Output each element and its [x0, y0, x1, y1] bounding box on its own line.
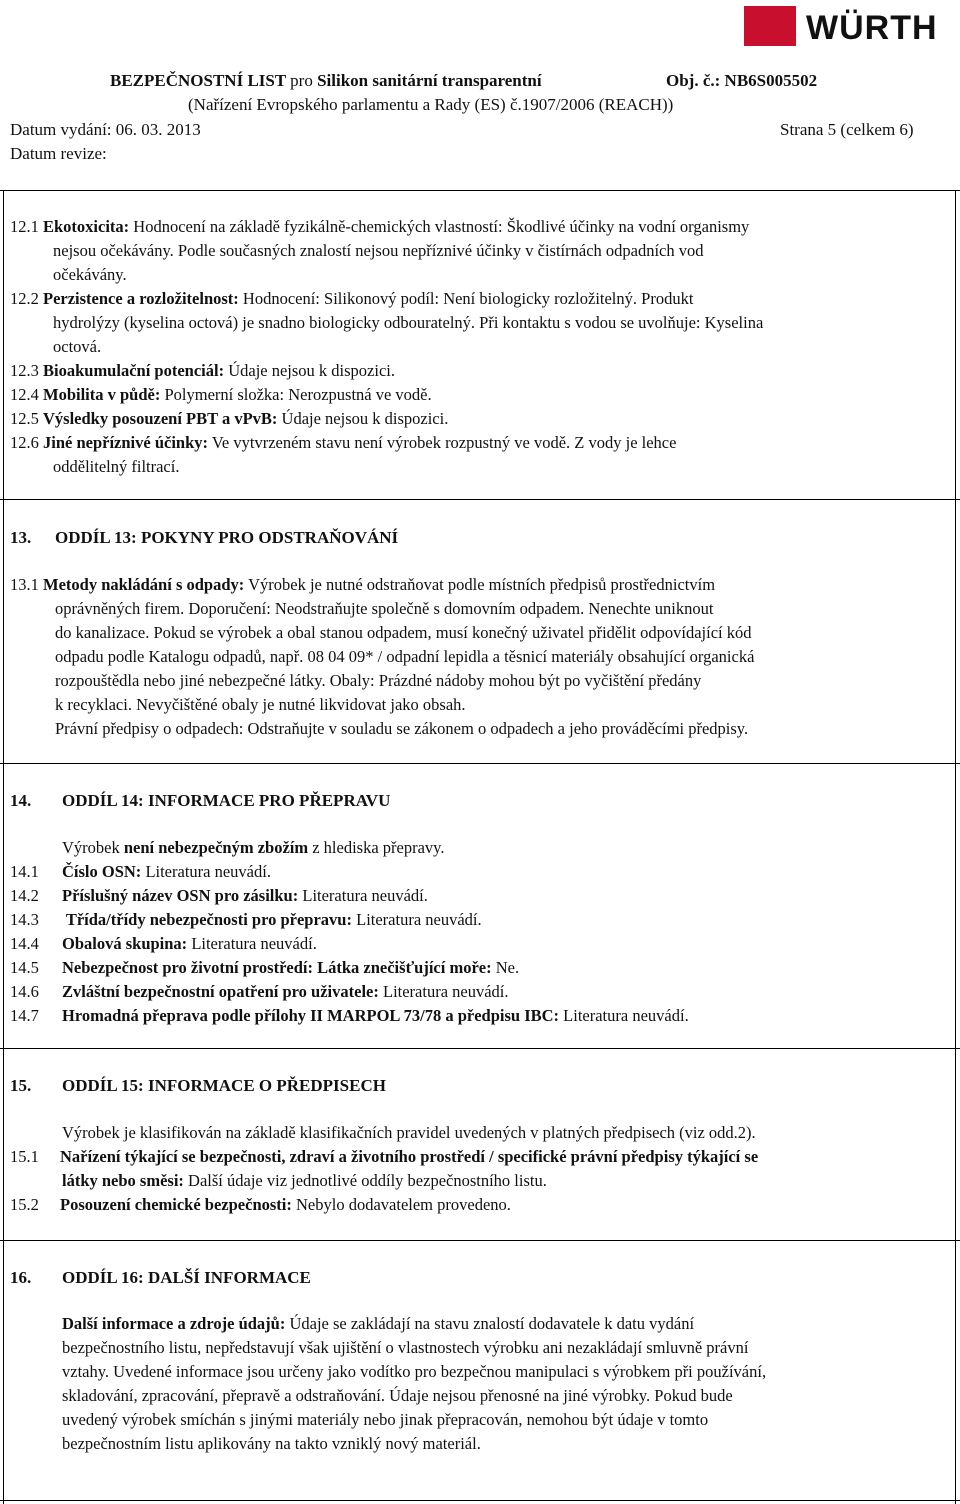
s16-line-5: uvedený výrobek smíchán s jinými materiály nebo jinak přepracován, nemohou být údaje v tomto: [62, 1410, 709, 1429]
s13-number: 13.: [10, 528, 32, 547]
s12-line-4: [10, 291, 693, 308]
s15-1-label: Nařízení týkající se bezpečnosti, zdraví a životního prostředí / specifické právní předpisy týkající se: [60, 1147, 759, 1166]
s12-line-10: [10, 435, 676, 452]
s15-number: 15.: [10, 1076, 32, 1095]
s12-line-7: [10, 363, 395, 380]
s15-intro: Výrobek je klasifikován na základě klasifikačních pravidel uvedených v platných předpisech (viz odd.2).: [62, 1123, 756, 1142]
s14-title: ODDÍL 14: INFORMACE PRO PŘEPRAVU: [62, 791, 391, 810]
s12-6-text: Ve vytvrzeném stavu není výrobek rozpustný ve vodě. Z vody je lehce: [211, 433, 677, 452]
s15-1-text: Další údaje viz jednotlivé oddíly bezpečnostního listu.: [188, 1171, 547, 1190]
wurth-logo-mark: [744, 6, 796, 46]
s15-2-text: Nebylo dodavatelem provedeno.: [296, 1195, 511, 1214]
frame-right: [955, 190, 956, 1504]
s12-line-11: oddělitelný filtrací.: [53, 457, 180, 476]
s14-item-value: Literatura neuvádí.: [382, 982, 509, 1001]
s13-title: ODDÍL 13: POKYNY PRO ODSTRAŇOVÁNÍ: [55, 528, 399, 547]
s14-item-value: Literatura neuvádí.: [563, 1006, 689, 1025]
s12-line-1: [10, 219, 749, 236]
s14-item: [10, 960, 519, 977]
divider-15-16: [0, 1240, 960, 1241]
s13-line-7: Právní předpisy o odpadech: Odstraňujte v souladu se zákonem o odpadech a jeho prováděcími předpisy.: [55, 719, 749, 738]
s16-line-4: skladování, zpracování, přepravě a odstraňování. Údaje nejsou přenosné na jiné výrobky. Pokud bude: [62, 1386, 733, 1405]
s14-item: [10, 888, 428, 905]
s14-item-number: 14.5: [10, 958, 39, 977]
revision-date: Datum revize:: [10, 144, 107, 163]
s14-item-number: 14.1: [10, 862, 39, 881]
s13-line-2: oprávněných firem. Doporučení: Neodstraňujte společně s domovním odpadem. Nenechte uniknout: [55, 599, 714, 618]
s12-6-label: Jiné nepříznivé účinky:: [43, 433, 209, 452]
s12-1-number: 12.1: [10, 217, 39, 236]
s14-item-value: Literatura neuvádí.: [191, 934, 317, 953]
wurth-logo-text: WÜRTH: [806, 9, 938, 47]
s12-2-text: Hodnocení: Silikonový podíl: Není biologicky rozložitelný. Produkt: [242, 289, 694, 308]
s12-1-text: Hodnocení na základě fyzikálně-chemických vlastností: Škodlivé účinky na vodní organismy: [133, 217, 750, 236]
s14-item: [10, 984, 509, 1001]
s14-item-number: 14.7: [10, 1006, 39, 1025]
s12-line-3: očekávány.: [53, 265, 127, 284]
s13-line-4: odpadu podle Katalogu odpadů, např. 08 04 09* / odpadní lepidla a těsnicí materiály obsahující organická: [55, 647, 755, 666]
object-number: Obj. č.: NB6S005502: [666, 71, 818, 90]
s12-4-text: Polymerní složka: Nerozpustná ve vodě.: [164, 385, 432, 404]
s15-line-1: [10, 1149, 758, 1166]
s13-1-number: 13.1: [10, 575, 39, 594]
s14-item-value: Literatura neuvádí.: [302, 886, 428, 905]
divider-14-15: [0, 1048, 960, 1049]
divider-12-13: [0, 499, 960, 500]
s15-2-label: Posouzení chemické bezpečnosti:: [60, 1195, 292, 1214]
s14-item: [10, 1008, 689, 1025]
s12-line-8: [10, 387, 432, 404]
s14-item-label: Hromadná přeprava podle přílohy II MARPOL 73/78 a předpisu IBC:: [62, 1006, 560, 1025]
s14-item-value: Ne.: [495, 958, 520, 977]
doc-pro: pro: [290, 71, 313, 90]
product-name: Silikon sanitární transparentní: [317, 71, 542, 90]
s16-label: Další informace a zdroje údajů:: [62, 1314, 286, 1333]
divider-bottom: [0, 1500, 960, 1501]
s12-line-5: hydrolýzy (kyselina octová) je snadno biologicky odbouratelný. Při kontaktu s vodou se uvolňuje: Kyselina: [53, 313, 764, 332]
s12-4-number: 12.4: [10, 385, 39, 404]
s15-line-2: [62, 1173, 547, 1190]
s15-2-number: 15.2: [10, 1195, 39, 1214]
page-number: Strana 5 (celkem 6): [780, 120, 914, 139]
s16-line-3: vztahy. Uvedené informace jsou určeny jako vodítko pro bezpečnou manipulaci s výrobkem při používání,: [62, 1362, 767, 1381]
divider-13-14: [0, 763, 960, 764]
s12-3-text: Údaje nejsou k dispozici.: [228, 361, 395, 380]
s15-line-3: [10, 1197, 511, 1214]
s15-1-number: 15.1: [10, 1147, 39, 1166]
s14-intro-a: Výrobek: [62, 838, 120, 857]
s14-item-label: Zvláštní bezpečnostní opatření pro uživatele:: [62, 982, 379, 1001]
s12-3-number: 12.3: [10, 361, 39, 380]
s12-line-6: octová.: [53, 337, 102, 356]
divider-header: [0, 190, 960, 191]
s13-line-1: [10, 577, 715, 594]
s14-intro-b: z hlediska přepravy.: [312, 838, 445, 857]
s14-item-label: Třída/třídy nebezpečnosti pro přepravu:: [62, 910, 352, 929]
s14-intro-bold: není nebezpečným zbožím: [123, 838, 309, 857]
s13-1-label: Metody nakládání s odpady:: [43, 575, 245, 594]
s16-line-6: bezpečnostním listu aplikovány na takto vzniklý nový materiál.: [62, 1434, 481, 1453]
s15-1-label-cont: látky nebo směsi:: [62, 1171, 184, 1190]
issue-date: Datum vydání: 06. 03. 2013: [10, 120, 201, 139]
s16-line-1: [62, 1316, 694, 1333]
doc-header-title: [110, 72, 542, 89]
s12-5-label: Výsledky posouzení PBT a vPvB:: [43, 409, 278, 428]
s16-text: Údaje se zakládají na stavu znalostí dodavatele k datu vydání: [289, 1314, 695, 1333]
s14-intro: [62, 840, 444, 857]
s16-line-2: bezpečnostního listu, nepředstavují však ujištění o vlastnostech výrobku ani nezakládají smluvně právní: [62, 1338, 749, 1357]
s14-item-label: Nebezpečnost pro životní prostředí: Látka znečišťující moře:: [62, 958, 492, 977]
s14-item-number: 14.3: [10, 910, 39, 929]
s12-1-label: Ekotoxicita:: [43, 217, 130, 236]
s16-number: 16.: [10, 1268, 32, 1287]
s14-item-number: 14.4: [10, 934, 39, 953]
s12-line-2: nejsou očekávány. Podle současných znalostí nejsou nepříznivé účinky v čistírnách odpadních vod: [53, 241, 704, 260]
s14-item: [10, 936, 317, 953]
s12-5-text: Údaje nejsou k dispozici.: [281, 409, 449, 428]
s12-3-label: Bioakumulační potenciál:: [43, 361, 225, 380]
s14-item-label: Obalová skupina:: [62, 934, 188, 953]
regulation-note: (Nařízení Evropského parlamentu a Rady (ES) č.1907/2006 (REACH)): [188, 95, 674, 114]
s16-title: ODDÍL 16: DALŠÍ INFORMACE: [62, 1268, 311, 1287]
s14-item: [10, 864, 271, 881]
s14-item-value: Literatura neuvádí.: [356, 910, 482, 929]
s14-item-value: Literatura neuvádí.: [145, 862, 271, 881]
s14-item: [10, 912, 482, 929]
s15-title: ODDÍL 15: INFORMACE O PŘEDPISECH: [62, 1076, 386, 1095]
s12-line-9: [10, 411, 448, 428]
s12-5-number: 12.5: [10, 409, 39, 428]
s13-line-6: k recyklaci. Nevyčištěné obaly je nutné likvidovat jako obsah.: [55, 695, 466, 714]
s14-item-label: Příslušný název OSN pro zásilku:: [62, 886, 299, 905]
frame-left: [3, 190, 4, 1504]
s12-2-number: 12.2: [10, 289, 39, 308]
doc-label: BEZPEČNOSTNÍ LIST: [110, 71, 286, 90]
s14-item-number: 14.6: [10, 982, 39, 1001]
s12-6-number: 12.6: [10, 433, 39, 452]
s13-line-3: do kanalizace. Pokud se výrobek a obal stanou odpadem, musí konečný uživatel přidělit odpovídající kód: [55, 623, 752, 642]
s12-2-label: Perzistence a rozložitelnost:: [43, 289, 239, 308]
s13-line-5: rozpouštědla nebo jiné nebezpečné látky. Obaly: Prázdné nádoby mohou být po vyčištění předány: [55, 671, 702, 690]
s13-1-text: Výrobek je nutné odstraňovat podle místních předpisů prostřednictvím: [248, 575, 716, 594]
s14-item-number: 14.2: [10, 886, 39, 905]
s14-item-label: Číslo OSN:: [62, 862, 142, 881]
s12-4-label: Mobilita v půdě:: [43, 385, 161, 404]
s14-number: 14.: [10, 791, 32, 810]
